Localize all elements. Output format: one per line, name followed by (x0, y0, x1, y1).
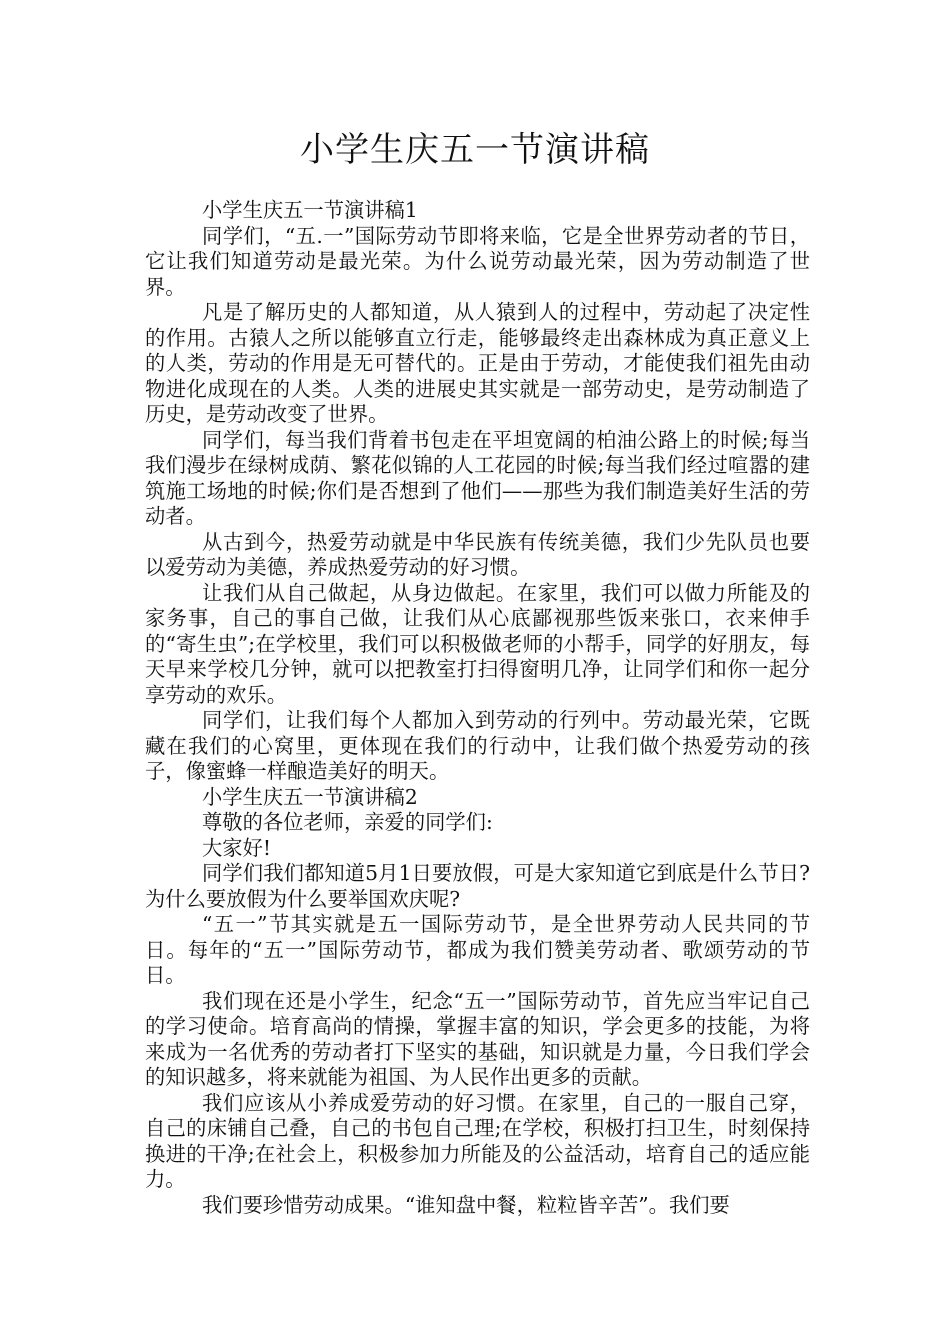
paragraph: 同学们我们都知道5月1日要放假，可是大家知道它到底是什么节日?为什么要放假为什么要举国欢庆呢? (145, 861, 810, 911)
section-heading-1: 小学生庆五一节演讲稿1 (202, 198, 418, 222)
section-heading-2: 小学生庆五一节演讲稿2 (202, 784, 418, 809)
greeting: 大家好! (202, 835, 271, 860)
paragraph: “五一”节其实就是五一国际劳动节，是全世界劳动人民共同的节日。每年的“五一”国际劳动节，都成为我们赞美劳动者、歌颂劳动的节日。 (145, 912, 810, 987)
paragraph: 同学们，“五.一”国际劳动节即将来临，它是全世界劳动者的节日，它让我们知道劳动是最光荣。为什么说劳动最光荣，因为劳动制造了世界。 (145, 223, 810, 299)
paragraph: 我们应该从小养成爱劳动的好习惯。在家里，自己的一服自己穿，自己的床铺自己叠，自己的书包自己理;在学校，积极打扫卫生，时刻保持换进的干净;在社会上，积极参加力所能及的公益活动，培育自己的适应能力。 (145, 1090, 810, 1191)
document-title: 小学生庆五一节演讲稿 (300, 130, 650, 170)
paragraph: 让我们从自己做起，从身边做起。在家里，我们可以做力所能及的家务事，自己的事自己做，让我们从心底鄙视那些饭来张口，衣来伸手的“寄生虫”;在学校里，我们可以积极做老师的小帮手，同学的好朋友，每天早来学校几分钟，就可以把教室打扫得窗明几净，让同学们和你一起分享劳动的欢乐。 (145, 580, 810, 707)
document-body (145, 198, 810, 1218)
paragraph: 同学们，每当我们背着书包走在平坦宽阔的柏油公路上的时候;每当我们漫步在绿树成荫、繁花似锦的人工花园的时候;每当我们经过喧嚣的建筑施工场地的时候;你们是否想到了他们——那些为我们制造美好生活的劳动者。 (145, 427, 810, 528)
paragraph: 我们现在还是小学生，纪念“五一”国际劳动节，首先应当牢记自己的学习使命。培育高尚的情操，掌握丰富的知识，学会更多的技能，为将来成为一名优秀的劳动者打下坚实的基础，知识就是力量，今日我们学会的知识越多，将来就能为祖国、为人民作出更多的贡献。 (145, 988, 810, 1089)
paragraph: 从古到今，热爱劳动就是中华民族有传统美德，我们少先队员也要以爱劳动为美德，养成热爱劳动的好习惯。 (145, 529, 810, 579)
paragraph: 凡是了解历史的人都知道，从人猿到人的过程中，劳动起了决定性的作用。古猿人之所以能够直立行走，能够最终走出森林成为真正意义上的人类，劳动的作用是无可替代的。正是由于劳动，才能使我们祖先由动物进化成现在的人类。人类的进展史其实就是一部劳动史，是劳动制造了历史，是劳动改变了世界。 (145, 300, 810, 426)
paragraph-truncated: 我们要珍惜劳动成果。“谁知盘中餐，粒粒皆辛苦”。我们要 (202, 1192, 730, 1217)
paragraph: 同学们，让我们每个人都加入到劳动的行列中。劳动最光荣，它既藏在我们的心窝里，更体现在我们的行动中，让我们做个热爱劳动的孩子，像蜜蜂一样酿造美好的明天。 (145, 708, 810, 783)
salutation: 尊敬的各位老师，亲爱的同学们: (202, 810, 493, 834)
